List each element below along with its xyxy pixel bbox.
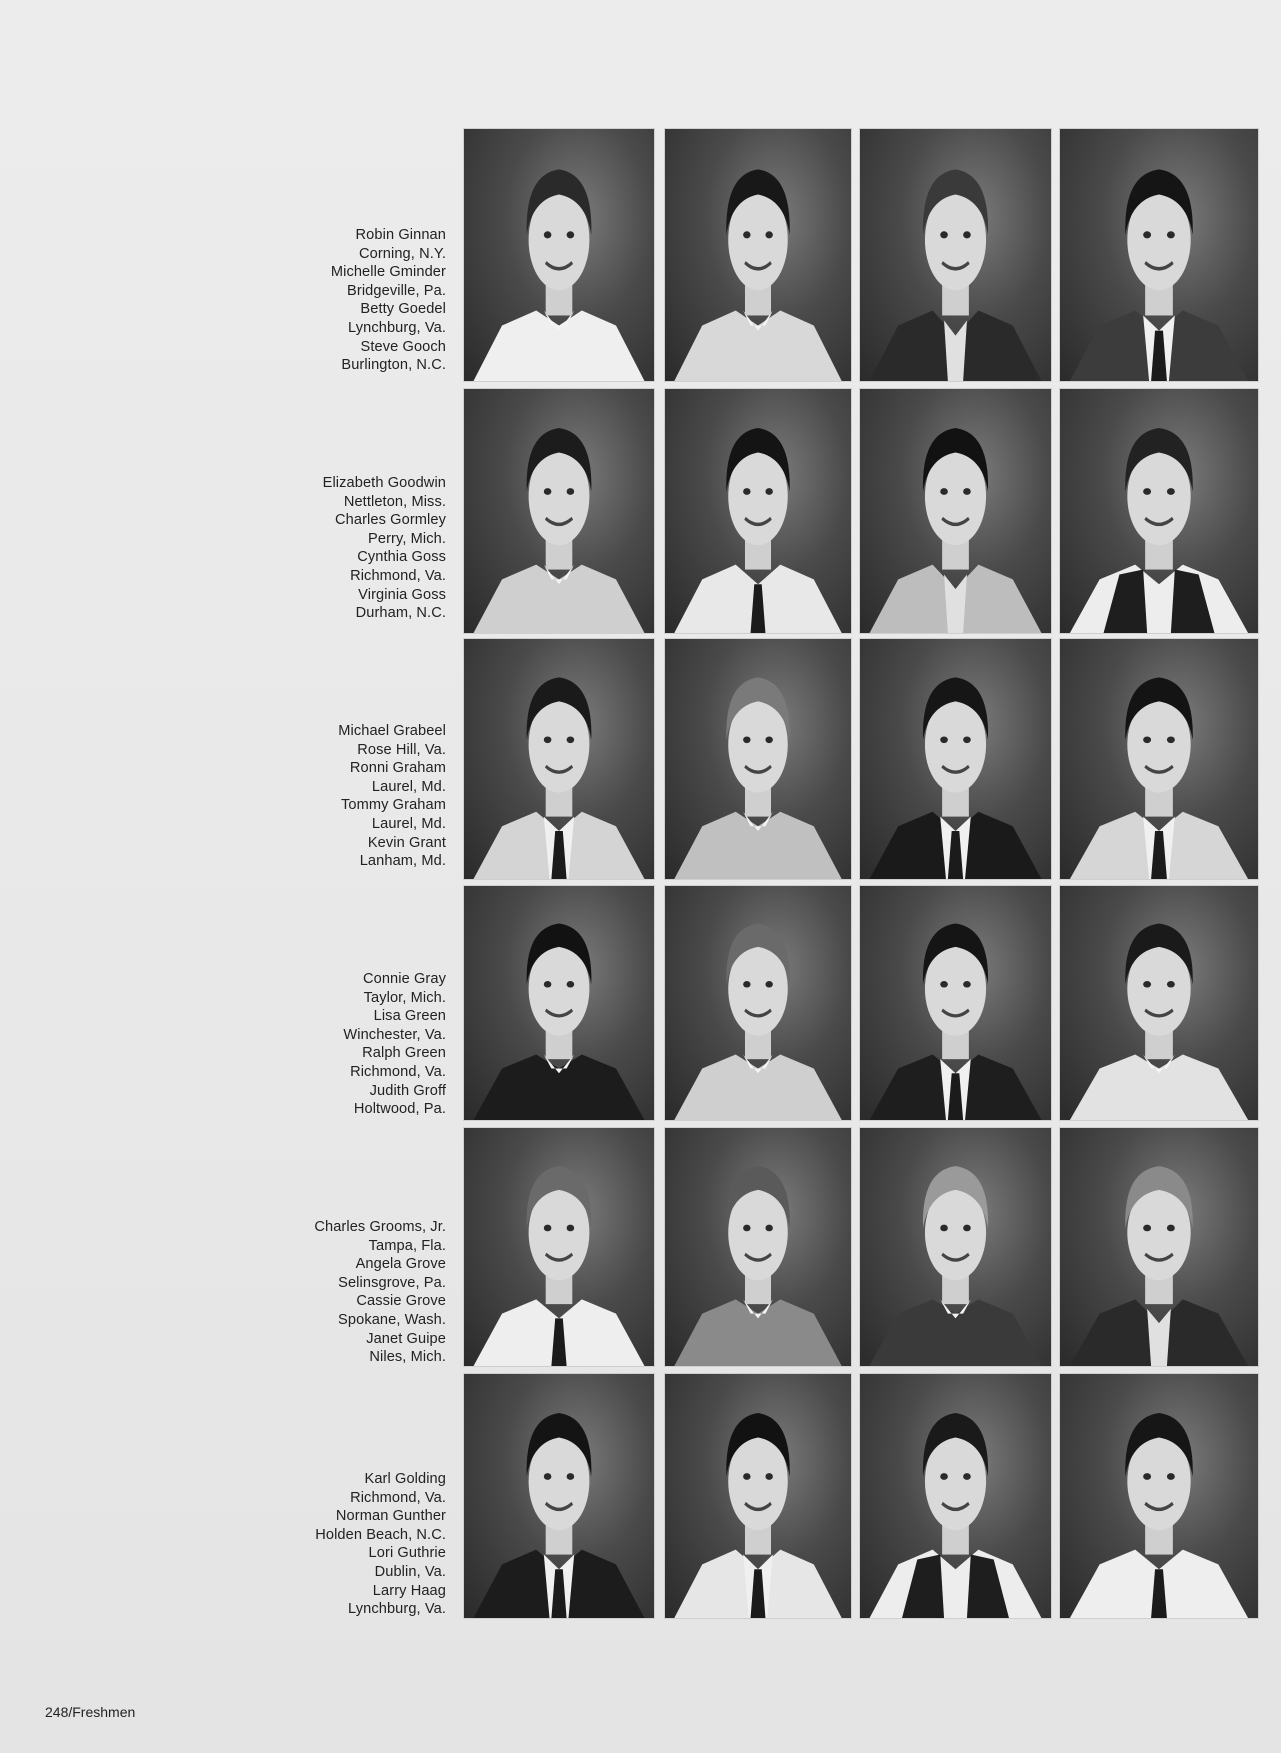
- student-hometown: Richmond, Va.: [350, 1489, 446, 1506]
- student-hometown: Lynchburg, Va.: [348, 319, 446, 336]
- student-name: Janet Guipe: [366, 1330, 446, 1347]
- student-portrait: [664, 1127, 852, 1367]
- student-name: Karl Golding: [364, 1471, 446, 1487]
- student-name: Elizabeth Goodwin: [322, 475, 446, 491]
- student-portrait: [859, 388, 1052, 634]
- student-name: Kevin Grant: [367, 834, 446, 851]
- name-list: [315, 1470, 446, 1619]
- student-portrait: [463, 885, 655, 1121]
- student-name: Michelle Gminder: [330, 264, 446, 281]
- photo-strip: [463, 638, 1258, 880]
- name-list: [343, 970, 446, 1119]
- student-portrait: [463, 638, 655, 880]
- student-hometown: Holtwood, Pa.: [353, 1101, 446, 1118]
- student-portrait: [859, 1127, 1052, 1367]
- student-name: Betty Goedel: [360, 301, 446, 318]
- student-portrait: [463, 1127, 655, 1367]
- student-hometown: Lanham, Md.: [359, 853, 446, 870]
- student-portrait: [664, 1373, 852, 1619]
- student-hometown: Winchester, Va.: [343, 1026, 446, 1043]
- student-name: Lori Guthrie: [368, 1545, 446, 1562]
- student-hometown: Durham, N.C.: [355, 605, 446, 622]
- student-name: Angela Grove: [355, 1256, 446, 1273]
- student-portrait: [463, 128, 655, 382]
- student-name: Michael Grabeel: [338, 723, 446, 739]
- student-name: Cassie Grove: [356, 1293, 446, 1310]
- student-hometown: Lynchburg, Va.: [348, 1601, 446, 1618]
- name-list: [331, 226, 446, 375]
- student-hometown: Corning, N.Y.: [358, 245, 446, 262]
- student-hometown: Richmond, Va.: [350, 567, 446, 584]
- photo-strip: [463, 1373, 1258, 1619]
- student-name: Robin Ginnan: [355, 227, 446, 243]
- student-portrait: [664, 638, 852, 880]
- student-portrait: [463, 388, 655, 634]
- photo-strip: [463, 885, 1258, 1121]
- student-name: Tommy Graham: [341, 797, 446, 814]
- student-portrait: [463, 1373, 655, 1619]
- student-hometown: Dublin, Va.: [374, 1563, 446, 1580]
- student-portrait: [859, 1373, 1052, 1619]
- student-name: Charles Gormley: [335, 512, 446, 529]
- student-portrait: [664, 388, 852, 634]
- student-name: Charles Grooms, Jr.: [314, 1219, 446, 1235]
- student-hometown: Richmond, Va.: [350, 1063, 446, 1080]
- student-hometown: Taylor, Mich.: [363, 989, 446, 1006]
- student-name: Steve Gooch: [360, 338, 446, 355]
- student-name: Connie Gray: [362, 971, 446, 987]
- student-name: Ralph Green: [362, 1045, 446, 1062]
- student-name: Lisa Green: [373, 1008, 446, 1025]
- student-portrait: [859, 128, 1052, 382]
- name-list: [338, 722, 446, 871]
- student-portrait: [1059, 1127, 1259, 1367]
- student-name: Norman Gunther: [335, 1508, 446, 1525]
- student-portrait: [1059, 638, 1259, 880]
- student-name: Judith Groff: [369, 1082, 446, 1099]
- name-list: [323, 474, 446, 623]
- student-name: Ronni Graham: [349, 760, 446, 777]
- student-hometown: Niles, Mich.: [369, 1349, 446, 1366]
- student-hometown: Selinsgrove, Pa.: [338, 1274, 446, 1291]
- student-portrait: [664, 128, 852, 382]
- student-hometown: Spokane, Wash.: [338, 1311, 446, 1328]
- student-hometown: Bridgeville, Pa.: [347, 282, 446, 299]
- student-name: Larry Haag: [372, 1582, 446, 1599]
- photo-strip: [463, 128, 1258, 382]
- photo-strip: [463, 388, 1258, 634]
- student-portrait: [1059, 128, 1259, 382]
- page-folio: 248/Freshmen: [45, 1704, 136, 1720]
- student-hometown: Burlington, N.C.: [341, 357, 446, 374]
- student-portrait: [1059, 885, 1259, 1121]
- student-name: Cynthia Goss: [357, 549, 446, 566]
- student-name: Virginia Goss: [358, 586, 446, 603]
- student-portrait: [1059, 388, 1259, 634]
- photo-strip: [463, 1127, 1258, 1367]
- student-hometown: Nettleton, Miss.: [343, 493, 446, 510]
- student-hometown: Tampa, Fla.: [368, 1237, 446, 1254]
- student-portrait: [1059, 1373, 1259, 1619]
- student-portrait: [859, 885, 1052, 1121]
- student-hometown: Holden Beach, N.C.: [315, 1526, 446, 1543]
- student-hometown: Rose Hill, Va.: [357, 741, 446, 758]
- student-hometown: Laurel, Md.: [371, 778, 446, 795]
- student-hometown: Laurel, Md.: [371, 815, 446, 832]
- student-hometown: Perry, Mich.: [368, 530, 446, 547]
- student-portrait: [859, 638, 1052, 880]
- student-portrait: [664, 885, 852, 1121]
- name-list: [314, 1218, 446, 1367]
